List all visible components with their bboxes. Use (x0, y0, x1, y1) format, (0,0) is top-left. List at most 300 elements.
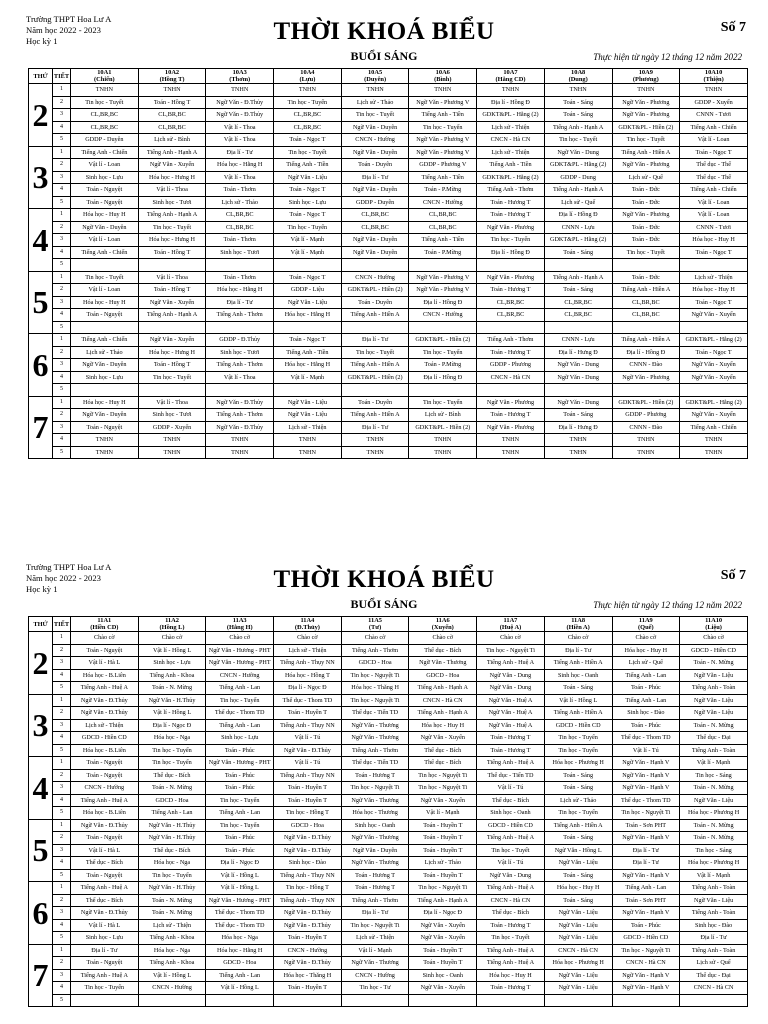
lesson-cell: Tin học - Tuyến (409, 346, 477, 359)
table-row (29, 221, 748, 234)
lesson-cell: Lịch sử - Thiện (138, 919, 206, 932)
table-row (29, 932, 748, 945)
homeroom-teacher: (Thơm) (229, 76, 251, 83)
lesson-cell: Tin học - Tuyết (612, 246, 680, 259)
lesson-cell: Ngữ Văn - Huệ A (477, 719, 545, 732)
lesson-cell: Hóa học - Nga (138, 944, 206, 957)
lesson-cell: Hóa học - Hưng H (138, 234, 206, 247)
period-number: 3 (53, 907, 71, 920)
lesson-cell: Thể dục - Thế (680, 171, 748, 184)
lesson-cell: Tin học - Tuyết (71, 96, 139, 109)
period-number: 1 (53, 209, 71, 222)
homeroom-teacher: (Hiền A) (566, 624, 590, 631)
homeroom-teacher: (Hồng L) (159, 624, 185, 631)
lesson-cell: Tin học - Hồng T (274, 882, 342, 895)
lesson-cell: Ngữ Văn - Hạnh V (612, 757, 680, 770)
lesson-cell: CNCN - Hà CN (477, 371, 545, 384)
lesson-cell: Địa lí - Hưng Đ (544, 346, 612, 359)
period-number: 2 (53, 346, 71, 359)
period-number: 4 (53, 121, 71, 134)
lesson-cell: Ngữ Văn - Duyên (71, 409, 139, 422)
lesson-cell: Địa lí - Ngọc Đ (409, 907, 477, 920)
lesson-cell: Toán - Huyền T (409, 844, 477, 857)
lesson-cell: TNHN (680, 84, 748, 97)
lesson-cell: CL,BR,BC (612, 296, 680, 309)
lesson-cell: Tin học - Nguyệt Ti (341, 782, 409, 795)
lesson-cell: CL,BR,BC (138, 121, 206, 134)
period-number: 5 (53, 196, 71, 209)
lesson-cell: Hóa học - Thương (341, 807, 409, 820)
period-number: 2 (53, 284, 71, 297)
lesson-cell: Tiếng Anh - Toàn (680, 744, 748, 757)
table-row (29, 371, 748, 384)
lesson-cell: TNHN (477, 84, 545, 97)
lesson-cell: GDCD - Hoa (138, 794, 206, 807)
lesson-cell: Tiếng Anh - Chiến (680, 184, 748, 197)
lesson-cell: Toán - Nguyệt (71, 869, 139, 882)
period-number: 4 (53, 246, 71, 259)
lesson-cell: Toán - Hương T (341, 769, 409, 782)
lesson-cell: Toán - Ngọc T (274, 334, 342, 347)
lesson-cell: CNCN - Hà CN (544, 944, 612, 957)
lesson-cell: Toán - Phúc (206, 769, 274, 782)
lesson-cell: Vật lí - Mạnh (409, 807, 477, 820)
period-number: 2 (53, 707, 71, 720)
homeroom-teacher: (Liệu) (705, 624, 722, 631)
homeroom-teacher: (Chiến) (94, 76, 115, 83)
lesson-cell: CNNN - Tươi (680, 221, 748, 234)
lesson-cell: Toán - Hương T (477, 744, 545, 757)
lesson-cell: Toán - Hương T (477, 409, 545, 422)
lesson-cell: Sinh học - Tươi (138, 196, 206, 209)
school-name: Trường THPT Hoa Lư A (26, 14, 112, 24)
table-row (29, 359, 748, 372)
lesson-cell: Ngữ Văn - Duyên (341, 844, 409, 857)
lesson-cell: Lịch sử - Thảo (341, 96, 409, 109)
lesson-cell: Lịch sử - Thiện (274, 644, 342, 657)
lesson-cell: Vật lí - Hồng L (138, 707, 206, 720)
homeroom-teacher: (Đ.Thủy) (294, 624, 320, 631)
lesson-cell: Ngữ Văn - Đ.Thủy (206, 96, 274, 109)
lesson-cell: Địa lí - Tư (612, 857, 680, 870)
lesson-cell: Ngữ Văn - Thương (409, 657, 477, 670)
lesson-cell: Tiếng Anh - Thơm (477, 184, 545, 197)
lesson-cell (612, 384, 680, 397)
lesson-cell: Ngữ Văn - Duyên (341, 121, 409, 134)
table-row (29, 146, 748, 159)
lesson-cell: Toán - Duyên (341, 296, 409, 309)
class-header (138, 69, 206, 84)
lesson-cell: Địa lí - Tư (71, 944, 139, 957)
lesson-cell (544, 994, 612, 1007)
lesson-cell: Toán - Sáng (544, 869, 612, 882)
lesson-cell: Toán - Ngọc T (680, 296, 748, 309)
lesson-cell (71, 321, 139, 334)
lesson-cell: Tiếng Anh - Lan (612, 882, 680, 895)
lesson-cell: Vật lí - Hồng L (138, 969, 206, 982)
period-number: 4 (53, 982, 71, 995)
lesson-cell: GDDP - Duyên (341, 196, 409, 209)
header-row (29, 69, 748, 84)
lesson-cell: Toán - Ngọc T (680, 246, 748, 259)
lesson-cell: GDDP - Phương (477, 359, 545, 372)
lesson-cell: Thể dục - Bích (477, 907, 545, 920)
lesson-cell: CNNN - Lựu (544, 334, 612, 347)
lesson-cell (680, 384, 748, 397)
lesson-cell: Toán - Sáng (544, 832, 612, 845)
lesson-cell: Ngữ Văn - Hạnh V (612, 869, 680, 882)
lesson-cell: Toán - Huyền T (274, 932, 342, 945)
period-number: 2 (53, 769, 71, 782)
school-year: Năm học 2022 - 2023 (26, 25, 101, 35)
lesson-cell: Ngữ Văn - Hương - PHT (206, 757, 274, 770)
day-label: 6 (29, 882, 53, 945)
lesson-cell: Tin học - Nguyệt Ti (612, 807, 680, 820)
period-number: 3 (53, 109, 71, 122)
lesson-cell: Vật lí - Thoa (138, 396, 206, 409)
lesson-cell: Hóa học - Hưng H (138, 171, 206, 184)
lesson-cell: Chào cờ (341, 632, 409, 645)
lesson-cell: Thể dục - Bích (409, 644, 477, 657)
lesson-cell: Toán - Phúc (206, 782, 274, 795)
table-row (29, 134, 748, 147)
table-row (29, 757, 748, 770)
lesson-cell: GDCD - Hiền CD (680, 644, 748, 657)
lesson-cell (477, 321, 545, 334)
lesson-cell: Hóa học - Hưng H (138, 346, 206, 359)
lesson-cell (544, 384, 612, 397)
lesson-cell: Tiếng Anh - Hạnh A (409, 707, 477, 720)
lesson-cell: Tiếng Anh - Huệ A (477, 882, 545, 895)
period-number: 1 (53, 334, 71, 347)
lesson-cell: Tin học - Tuyết (274, 146, 342, 159)
period-number: 5 (53, 321, 71, 334)
lesson-cell: Ngữ Văn - Liệu (544, 857, 612, 870)
lesson-cell: TNHN (206, 84, 274, 97)
lesson-cell (206, 259, 274, 272)
lesson-cell: Tiếng Anh - Thơm (477, 334, 545, 347)
lesson-cell (544, 259, 612, 272)
period-number: 3 (53, 421, 71, 434)
lesson-cell: Hóa học - B.Liên (71, 669, 139, 682)
lesson-cell: CNCN - Hường (206, 669, 274, 682)
lesson-cell: Tiếng Anh - Huệ A (477, 657, 545, 670)
lesson-cell: CL,BR,BC (274, 121, 342, 134)
lesson-cell: Toán - Ngọc T (274, 184, 342, 197)
period-number: 5 (53, 259, 71, 272)
lesson-cell: Ngữ Văn - Liệu (544, 907, 612, 920)
lesson-cell: Chào cờ (71, 632, 139, 645)
lesson-cell: GDCD - Hoa (206, 957, 274, 970)
lesson-cell: Ngữ Văn - Đ.Thủy (274, 957, 342, 970)
lesson-cell: Toán - Sơn PHT (612, 819, 680, 832)
lesson-cell: Hóa học - Huy H (680, 284, 748, 297)
class-header (409, 69, 477, 84)
lesson-cell: CNCN - Hường (341, 271, 409, 284)
lesson-cell: Tiếng Anh - Huệ A (71, 882, 139, 895)
lesson-cell: Toán - Nguyệt (71, 957, 139, 970)
lesson-cell: CL,BR,BC (612, 309, 680, 322)
lesson-cell: Ngữ Văn - Duyên (341, 246, 409, 259)
lesson-cell: GDKT&PL - Hằng (2) (680, 396, 748, 409)
period-number: 1 (53, 882, 71, 895)
lesson-cell: Tin học - Tư (341, 982, 409, 995)
lesson-cell: Tin học - Tuyết (477, 932, 545, 945)
lesson-cell: Thể dục - Thom TD (206, 919, 274, 932)
period-number: 1 (53, 396, 71, 409)
lesson-cell: CNNN - Đào (612, 421, 680, 434)
lesson-cell: CL,BR,BC (138, 109, 206, 122)
lesson-cell: Tiếng Anh - Hạnh A (544, 271, 612, 284)
period-number: 4 (53, 434, 71, 447)
table-row (29, 196, 748, 209)
class-code: 11A2 (165, 617, 179, 624)
lesson-cell: CL,BR,BC (477, 296, 545, 309)
lesson-cell: Vật lí - Hồng L (544, 694, 612, 707)
lesson-cell: Thể dục - Bích (409, 757, 477, 770)
class-code: 11A1 (97, 617, 112, 624)
lesson-cell: Tiếng Anh - Tiền (477, 159, 545, 172)
lesson-cell: Tin học - Tuyến (138, 744, 206, 757)
lesson-cell: Toán - N. Mừng (138, 894, 206, 907)
lesson-cell: Địa lí - Tư (341, 171, 409, 184)
lesson-cell: Tiếng Anh - Huệ A (477, 944, 545, 957)
class-header (612, 617, 680, 632)
lesson-cell: GDCD - Hoa (409, 669, 477, 682)
lesson-cell (274, 994, 342, 1007)
lesson-cell: Ngữ Văn - Phương V (409, 96, 477, 109)
lesson-cell: Toán - Ngọc T (274, 134, 342, 147)
lesson-cell: GDDP - Xuyến (138, 421, 206, 434)
lesson-cell (680, 259, 748, 272)
table-row (29, 957, 748, 970)
period-number: 5 (53, 994, 71, 1007)
lesson-cell: Ngữ Văn - Xuyến (680, 359, 748, 372)
table-row (29, 782, 748, 795)
lesson-cell: CL,BR,BC (71, 121, 139, 134)
table-row (29, 96, 748, 109)
lesson-cell: Vật lí - Thoa (206, 371, 274, 384)
lesson-cell: Ngữ Văn - Dung (477, 869, 545, 882)
lesson-cell: Tiếng Anh - Huệ A (71, 794, 139, 807)
lesson-cell: Ngữ Văn - H.Thủy (138, 694, 206, 707)
lesson-cell: Ngữ Văn - Thương (341, 832, 409, 845)
session-label: BUỔI SÁNG (350, 597, 418, 611)
lesson-cell: Toán - Huyền T (409, 957, 477, 970)
class-code: 11A4 (300, 617, 315, 624)
lesson-cell: Toán - Duyên (341, 159, 409, 172)
lesson-cell: Toán - Sáng (544, 96, 612, 109)
lesson-cell: TNHN (274, 434, 342, 447)
lesson-cell: Hóa học - Phương H (680, 807, 748, 820)
lesson-cell: TNHN (138, 84, 206, 97)
lesson-cell: Địa lí - Ngọc Đ (138, 719, 206, 732)
lesson-cell (477, 994, 545, 1007)
lesson-cell: Tiếng Anh - Tiền (409, 171, 477, 184)
class-code: 11A8 (571, 617, 586, 624)
lesson-cell: Ngữ Văn - Xuyến (138, 296, 206, 309)
lesson-cell: Vật lí - Tú (612, 744, 680, 757)
lesson-cell: Tin học - Tuyết (138, 371, 206, 384)
lesson-cell: Ngữ Văn - H.Thủy (138, 819, 206, 832)
lesson-cell: Tin học - Nguyệt Ti (341, 694, 409, 707)
lesson-cell: CL,BR,BC (544, 296, 612, 309)
lesson-cell: Ngữ Văn - Liệu (274, 296, 342, 309)
school-year: Năm học 2022 - 2023 (26, 573, 101, 583)
period-number: 5 (53, 869, 71, 882)
lesson-cell: Vật lí - Loan (71, 159, 139, 172)
lesson-cell: Toán - P.Mừng (409, 184, 477, 197)
table-row (29, 346, 748, 359)
lesson-cell: Thể dục - Tiến TD (341, 757, 409, 770)
lesson-cell: Địa lí - Hồng Đ (477, 246, 545, 259)
lesson-cell: GDDP - Xuyến (680, 96, 748, 109)
lesson-cell: Hóa học - Hằng H (274, 309, 342, 322)
lesson-cell: Tin học - Tuyến (274, 96, 342, 109)
lesson-cell: Sinh học - Oanh (477, 807, 545, 820)
lesson-cell: Ngữ Văn - Đ.Thủy (274, 919, 342, 932)
lesson-cell: Toán - Hương T (477, 346, 545, 359)
class-code: 10A1 (97, 69, 112, 76)
lesson-cell: Tiếng Anh - Toàn (680, 882, 748, 895)
lesson-cell: Chào cờ (206, 632, 274, 645)
lesson-cell: Tin học - Tuyến (274, 221, 342, 234)
period-number: 2 (53, 644, 71, 657)
day-label: 3 (29, 694, 53, 757)
lesson-cell: Hóa học - Hằng H (274, 359, 342, 372)
lesson-cell: Toán - Huyền T (274, 794, 342, 807)
table-row (29, 209, 748, 222)
lesson-cell: Ngữ Văn - Thương (341, 732, 409, 745)
lesson-cell: Chào cờ (680, 632, 748, 645)
lesson-cell: Hóa học - Hằng H (206, 284, 274, 297)
lesson-cell: Chào cờ (138, 632, 206, 645)
lesson-cell: Toán - Hồng T (138, 96, 206, 109)
class-code: 10A4 (300, 69, 315, 76)
class-code: 10A5 (367, 69, 383, 76)
lesson-cell: Ngữ Văn - Đ.Thủy (71, 694, 139, 707)
lesson-cell: TNHN (274, 446, 342, 459)
table-row (29, 969, 748, 982)
lesson-cell: Ngữ Văn - Đ.Thủy (71, 707, 139, 720)
table-row (29, 669, 748, 682)
lesson-cell: CL,BR,BC (206, 209, 274, 222)
lesson-cell: GDKT&PL - Hiền (2) (612, 396, 680, 409)
period-number: 3 (53, 296, 71, 309)
lesson-cell: Toán - Sáng (544, 894, 612, 907)
homeroom-teacher: (Bình) (434, 76, 452, 83)
class-code: 10A3 (232, 69, 247, 76)
lesson-cell: Lịch sử - Thiện (341, 932, 409, 945)
lesson-cell: Chào cờ (612, 632, 680, 645)
lesson-cell: Toán - Phúc (612, 719, 680, 732)
lesson-cell: Ngữ Văn - Liệu (544, 919, 612, 932)
lesson-cell: Toán - Sáng (544, 769, 612, 782)
lesson-cell: Sinh học - Oanh (341, 819, 409, 832)
lesson-cell (477, 259, 545, 272)
lesson-cell: GDCD - Hiền CD (612, 932, 680, 945)
lesson-cell: Lịch sử - Bình (138, 134, 206, 147)
lesson-cell: Lịch sử - Thiện (477, 121, 545, 134)
lesson-cell: Toán - Huyền T (274, 982, 342, 995)
lesson-cell: Vật lí - Tú (477, 857, 545, 870)
timetable-number: Số 7 (720, 568, 746, 583)
lesson-cell: CL,BR,BC (341, 221, 409, 234)
lesson-cell: Tiếng Anh - Thụy NN (274, 657, 342, 670)
timetable-grid (28, 68, 748, 459)
lesson-cell (206, 384, 274, 397)
lesson-cell: TNHN (341, 446, 409, 459)
lesson-cell: Tin học - Tuyến (206, 819, 274, 832)
day-label: 2 (29, 632, 53, 695)
lesson-cell: Toán - Sáng (544, 109, 612, 122)
lesson-cell: Tiếng Anh - Tiền (274, 346, 342, 359)
lesson-cell: Ngữ Văn - Xuyến (409, 794, 477, 807)
period-number: 3 (53, 969, 71, 982)
lesson-cell: Tin học - Tuyến (544, 732, 612, 745)
class-code: 10A10 (704, 69, 723, 76)
period-number: 1 (53, 632, 71, 645)
lesson-cell: Tiếng Anh - Hạnh A (544, 121, 612, 134)
lesson-cell (274, 384, 342, 397)
lesson-cell: Thể dục - Đại (680, 732, 748, 745)
lesson-cell: Toán - Hương T (477, 284, 545, 297)
lesson-cell: Ngữ Văn - Hạnh V (612, 782, 680, 795)
lesson-cell: Toán - Hương T (477, 919, 545, 932)
period-number: 4 (53, 184, 71, 197)
lesson-cell: TNHN (477, 446, 545, 459)
class-code: 11A10 (705, 617, 723, 624)
lesson-cell: Tiếng Anh - Hiền A (612, 334, 680, 347)
lesson-cell: Ngữ Văn - Duyên (71, 359, 139, 372)
lesson-cell: Ngữ Văn - Hạnh V (612, 832, 680, 845)
lesson-cell: Lịch sử - Thiện (274, 421, 342, 434)
table-row (29, 396, 748, 409)
lesson-cell: CL,BR,BC (409, 221, 477, 234)
lesson-cell: Toán - Nguyệt (71, 421, 139, 434)
class-code: 11A9 (638, 617, 653, 624)
lesson-cell: Toán - Phúc (612, 682, 680, 695)
class-header (680, 69, 748, 84)
lesson-cell: Vật lí - Loan (71, 284, 139, 297)
lesson-cell: Sinh học - Lựu (71, 932, 139, 945)
lesson-cell: GDCD - Hiền CD (71, 732, 139, 745)
lesson-cell: Vật lí - Tú (274, 732, 342, 745)
lesson-cell: Ngữ Văn - Hạnh V (612, 982, 680, 995)
lesson-cell: GDDP - Dung (544, 171, 612, 184)
lesson-cell: Toán - N. Mừng (680, 782, 748, 795)
table-row (29, 296, 748, 309)
class-header (206, 69, 274, 84)
lesson-cell: Tiếng Anh - Chiến (680, 121, 748, 134)
timetable-title: THỜI KHOÁ BIỂU (273, 566, 495, 593)
table-row (29, 309, 748, 322)
table-row (29, 259, 748, 272)
lesson-cell: Tiếng Anh - Thơm (206, 359, 274, 372)
lesson-cell: TNHN (138, 446, 206, 459)
lesson-cell: CNCN - Hường (409, 196, 477, 209)
lesson-cell: Tin học - Tuyến (544, 807, 612, 820)
lesson-cell (71, 994, 139, 1007)
lesson-cell: Tiếng Anh - Toàn (680, 944, 748, 957)
lesson-cell: Lịch sử - Quế (612, 171, 680, 184)
lesson-cell: GDKT&PL - Hằng (2) (477, 109, 545, 122)
lesson-cell: Thể dục - Bích (138, 769, 206, 782)
lesson-cell: Ngữ Văn - Hạnh V (612, 769, 680, 782)
lesson-cell: Vật lí - Mạnh (341, 944, 409, 957)
lesson-cell: Toán - Hương T (477, 196, 545, 209)
lesson-cell: Toán - Nguyệt (71, 769, 139, 782)
